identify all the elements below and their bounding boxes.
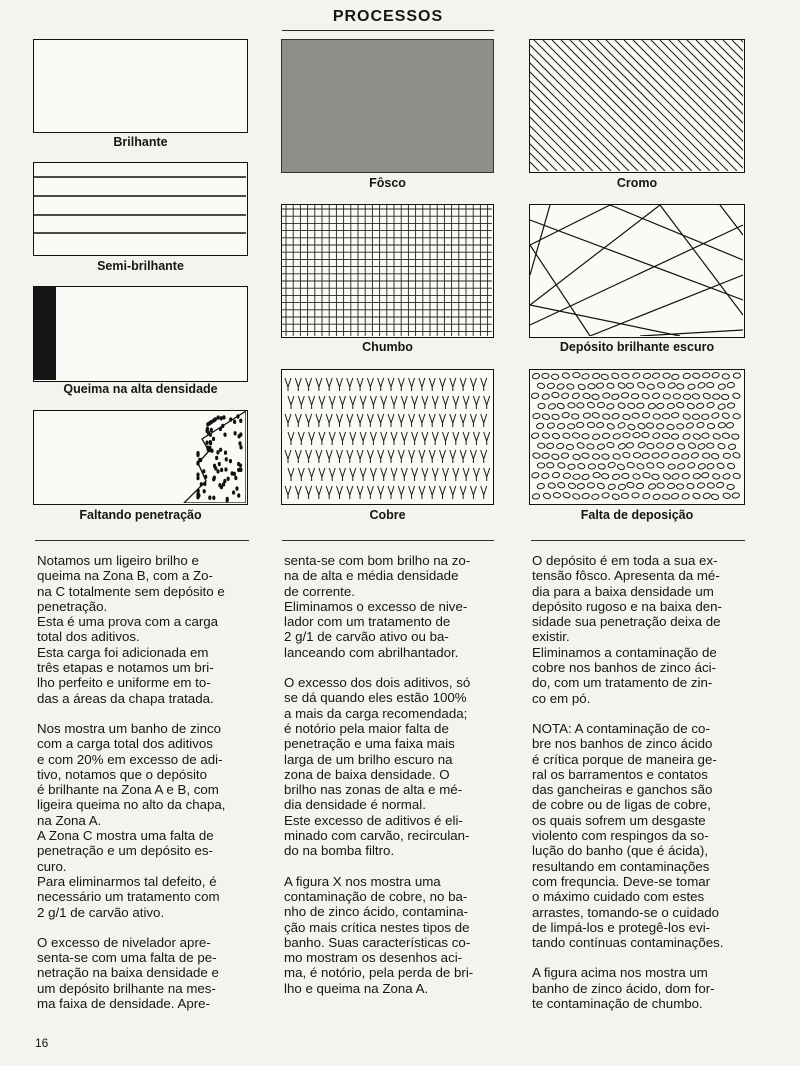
caption-chumbo: Chumbo <box>362 340 413 354</box>
page-number: 16 <box>35 1036 49 1050</box>
section-title: PROCESSOS <box>332 8 444 25</box>
text-column-1 <box>37 553 249 1011</box>
panel-falta-deposicao <box>529 369 745 505</box>
text-column-2 <box>284 553 496 996</box>
column1-rule <box>35 540 249 541</box>
caption-semi-brilhante: Semi-brilhante <box>97 259 184 273</box>
paragraph: senta-se com bom brilho na zo- na de alta e média densidade de corrente. Eliminamos o excesso de nive- lador com um tratamento de 2 g/1 de carvão ativo ou ba- lanceando com abrilhantador. <box>284 553 471 660</box>
title-underline <box>282 30 494 31</box>
caption-queima: Queima na alta densidade <box>63 382 218 396</box>
caption-cromo: Cromo <box>616 176 658 190</box>
caption-cobre: Cobre <box>369 508 406 522</box>
caption-brilhante: Brilhante <box>113 135 168 149</box>
paragraph: A figura X nos mostra uma contaminação de cobre, no ba- nho de zinco ácido, contamina- ção mais crítica nestes tipos de banho. Suas características co- mo mostram os desenhos aci- ma, é notório, pela perda de bri- lho e queima na Zona A. <box>284 873 474 996</box>
panel-semi-brilhante <box>33 162 248 256</box>
panel-cromo <box>529 39 745 173</box>
panel-brilhante <box>33 39 248 133</box>
paragraph: O excesso de nivelador apre- senta-se com uma falta de pe- netração na baixa densidade e um depósito brilhante na mes- ma faixa de densidade. Apre- <box>37 934 219 1012</box>
panel-fosco <box>281 39 494 173</box>
panel-queima <box>33 286 248 382</box>
paragraph: Nos mostra um banho de zinco com a carga total dos aditivos e com 20% em excesso de adi- tivo, notamos que o depósito é brilhante na Zona A e B, com ligeira queima no alto da chapa, na Zona A. A Zona C mostra uma falta de penetração e um depósito es- curo. Para eliminarmos tal defeito, é necessário um tratamento com 2 g/1 de carvão ativo. <box>37 720 226 920</box>
paragraph: NOTA: A contaminação de co- bre nos banhos de zinco ácido é crítica porque de maneira ge- ral os barramentos e contatos das gancheiras e ganchos são de cobre ou de ligas de cobre, os quais sofrem um desgaste violento com respingos da so- lução do banho (que é ácida), resultando em contaminações com frequncia. Deve-se tomar o máximo cuidado com estes arrastes, tomando-se o cuidado de limpá-los e protegê-los evi- tando contínuas contaminações. <box>532 720 724 951</box>
paragraph: Notamos um ligeiro brilho e queima na Zona B, com a Zo- na C totalmente sem depósito e penetração. Esta é uma prova com a carga total dos aditivos. Esta carga foi adicionada em três etapas e notamos um bri- lho perfeito e uniforme em to- das a áreas da chapa tratada. <box>37 553 225 706</box>
caption-fosco: Fôsco <box>369 176 406 190</box>
panel-deposito-brilhante-escuro <box>529 204 745 338</box>
paragraph: O excesso dos dois aditivos, só se dá quando eles estão 100% a mais da carga recomendada; é notório pela maior falta de penetração e uma faixa mais larga de um brilho escuro na zona de baixa densidade. O brilho nas zonas de alta e mé- dia densidade é normal. Este excesso de aditivos é eli- minado com carvão, recirculan- do na bomba filtro. <box>284 675 471 859</box>
caption-falta-deposicao: Falta de deposição <box>580 508 694 522</box>
paragraph: A figura acima nos mostra um banho de zinco ácido, dom for- te contaminação de chumbo. <box>532 965 715 1012</box>
panel-cobre <box>281 369 494 505</box>
caption-faltando-penetracao: Faltando penetração <box>79 508 202 522</box>
panel-faltando-penetracao <box>33 410 248 505</box>
text-column-3 <box>532 553 747 1011</box>
column2-rule <box>282 540 494 541</box>
column3-rule <box>531 540 745 541</box>
panel-chumbo <box>281 204 494 338</box>
paragraph: O depósito é em toda a sua ex- tensão fôsco. Apresenta da mé- dia para a baixa densidade um depósito rugoso e na baixa den- sidade sua penetração deixa de existir. Eliminamos a contaminação de cobre nos banhos de zinco áci- do, com um tratamento de zin- co em pó. <box>532 553 722 706</box>
caption-deposito-brilhante-escuro: Depósito brilhante escuro <box>559 340 715 354</box>
